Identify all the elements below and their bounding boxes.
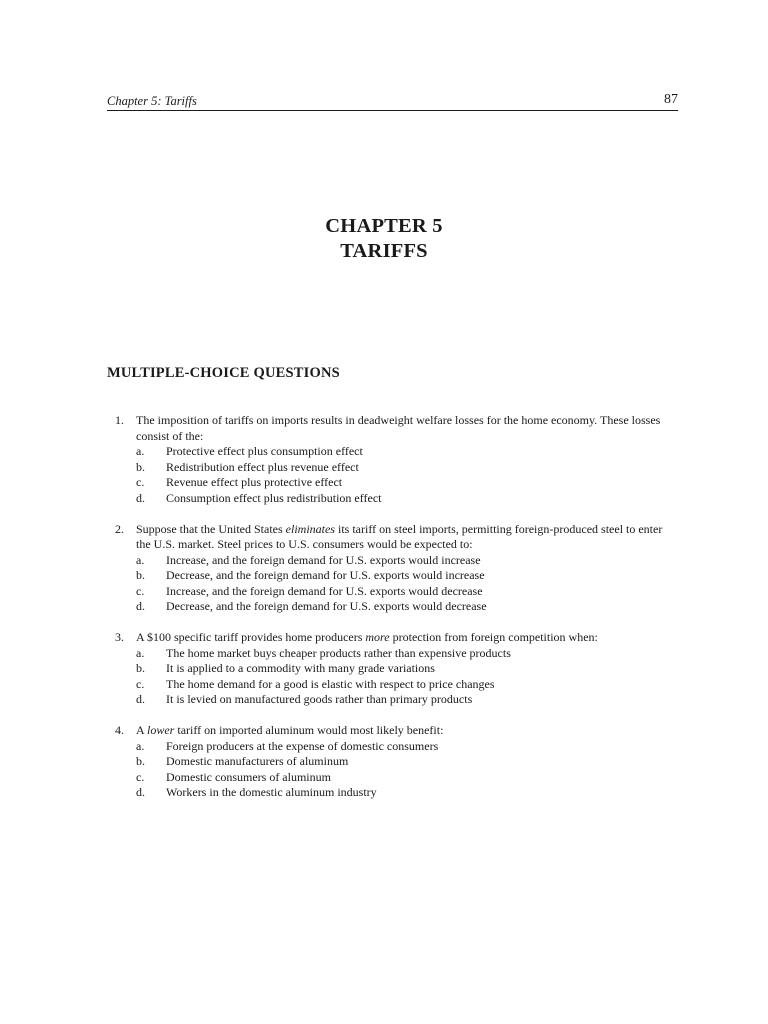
answer-choice-c [136,770,667,786]
answer-choice-a [136,444,667,460]
choice-letter: b. [136,459,145,474]
question-number: 3. [115,630,124,644]
choice-letter: a. [136,552,145,567]
choice-text: Increase, and the foreign demand for U.S. exports would increase [166,552,481,567]
choice-letter: c. [136,583,145,598]
choice-text: Domestic consumers of aluminum [166,769,331,784]
choice-letter: d. [136,490,145,505]
question-1 [107,413,667,506]
question-stem [136,630,667,646]
choice-text: The home demand for a good is elastic with respect to price changes [166,676,495,691]
answer-choice-a [136,553,667,569]
answer-choice-c [136,584,667,600]
question-2 [107,522,667,615]
stem-text: A $100 specific tariff provides home producers [136,630,366,644]
stem-text: tariff on imported aluminum would most likely benefit: [174,723,444,737]
stem-text: its tariff on steel imports, permitting foreign-produced steel to enter the U.S. market. Steel prices to U.S. consumers would be expected to: [136,521,663,551]
choice-text: Consumption effect plus redistribution effect [166,490,382,505]
choice-letter: d. [136,599,145,613]
choice-letter: d. [136,692,145,706]
choice-letter: b. [136,568,145,582]
choice-text: Decrease, and the foreign demand for U.S. exports would increase [166,568,485,582]
page-number: 87 [664,92,678,107]
answer-choice-b [136,568,667,584]
question-stem: The imposition of tariffs on imports results in deadweight welfare losses for the home economy. These losses consist of the: [136,413,661,443]
chapter-number: CHAPTER 5 [325,215,443,237]
chapter-title [0,214,768,264]
choice-text: It is levied on manufactured goods rather than primary products [166,692,473,706]
choice-letter: b. [136,754,145,768]
answer-choice-b [136,460,667,476]
choice-letter: b. [136,661,145,675]
choice-letter: a. [136,444,145,458]
question-number: 1. [115,413,124,427]
choice-text: Foreign producers at the expense of domestic consumers [166,738,439,753]
choice-text: It is applied to a commodity with many grade variations [166,661,435,675]
answer-choice-b [136,754,667,770]
choice-text: Increase, and the foreign demand for U.S. exports would decrease [166,583,483,598]
question-number: 2. [115,521,124,536]
choice-letter: c. [136,769,145,784]
answer-choice-a [136,739,667,755]
stem-text: protection from foreign competition when: [389,630,598,644]
choice-letter: a. [136,645,145,660]
question-stem [136,522,667,553]
stem-emphasis: eliminates [285,521,335,536]
choice-letter: a. [136,738,145,753]
answer-choice-d [136,692,667,708]
choice-text: Redistribution effect plus revenue effect [166,459,359,474]
chapter-name: TARIFFS [340,240,428,262]
stem-text: A [136,723,148,737]
choice-text: Revenue effect plus protective effect [166,475,343,489]
page-header [107,92,678,111]
choice-text: The home market buys cheaper products rather than expensive products [166,645,511,660]
question-4 [107,723,667,801]
answer-choice-b [136,661,667,677]
stem-text: Suppose that the United States [136,521,286,536]
running-title: Chapter 5: Tariffs [107,94,197,108]
question-list [107,413,667,816]
section-title: MULTIPLE-CHOICE QUESTIONS [107,365,340,381]
answer-choice-c [136,677,667,693]
choice-text: Workers in the domestic aluminum industry [166,785,377,799]
choice-letter: c. [136,475,145,489]
question-3 [107,630,667,708]
answer-choice-d [136,785,667,801]
stem-emphasis: lower [147,723,175,737]
choice-letter: c. [136,676,145,691]
choice-text: Decrease, and the foreign demand for U.S. exports would decrease [166,599,487,613]
answer-choice-d [136,599,667,615]
choice-text: Domestic manufacturers of aluminum [166,754,349,768]
question-number: 4. [115,723,124,737]
choice-text: Protective effect plus consumption effect [166,444,363,458]
stem-emphasis: more [365,630,390,644]
answer-choice-c [136,475,667,491]
choice-letter: d. [136,785,145,799]
answer-choice-a [136,646,667,662]
question-stem [136,723,667,739]
answer-choice-d [136,491,667,507]
